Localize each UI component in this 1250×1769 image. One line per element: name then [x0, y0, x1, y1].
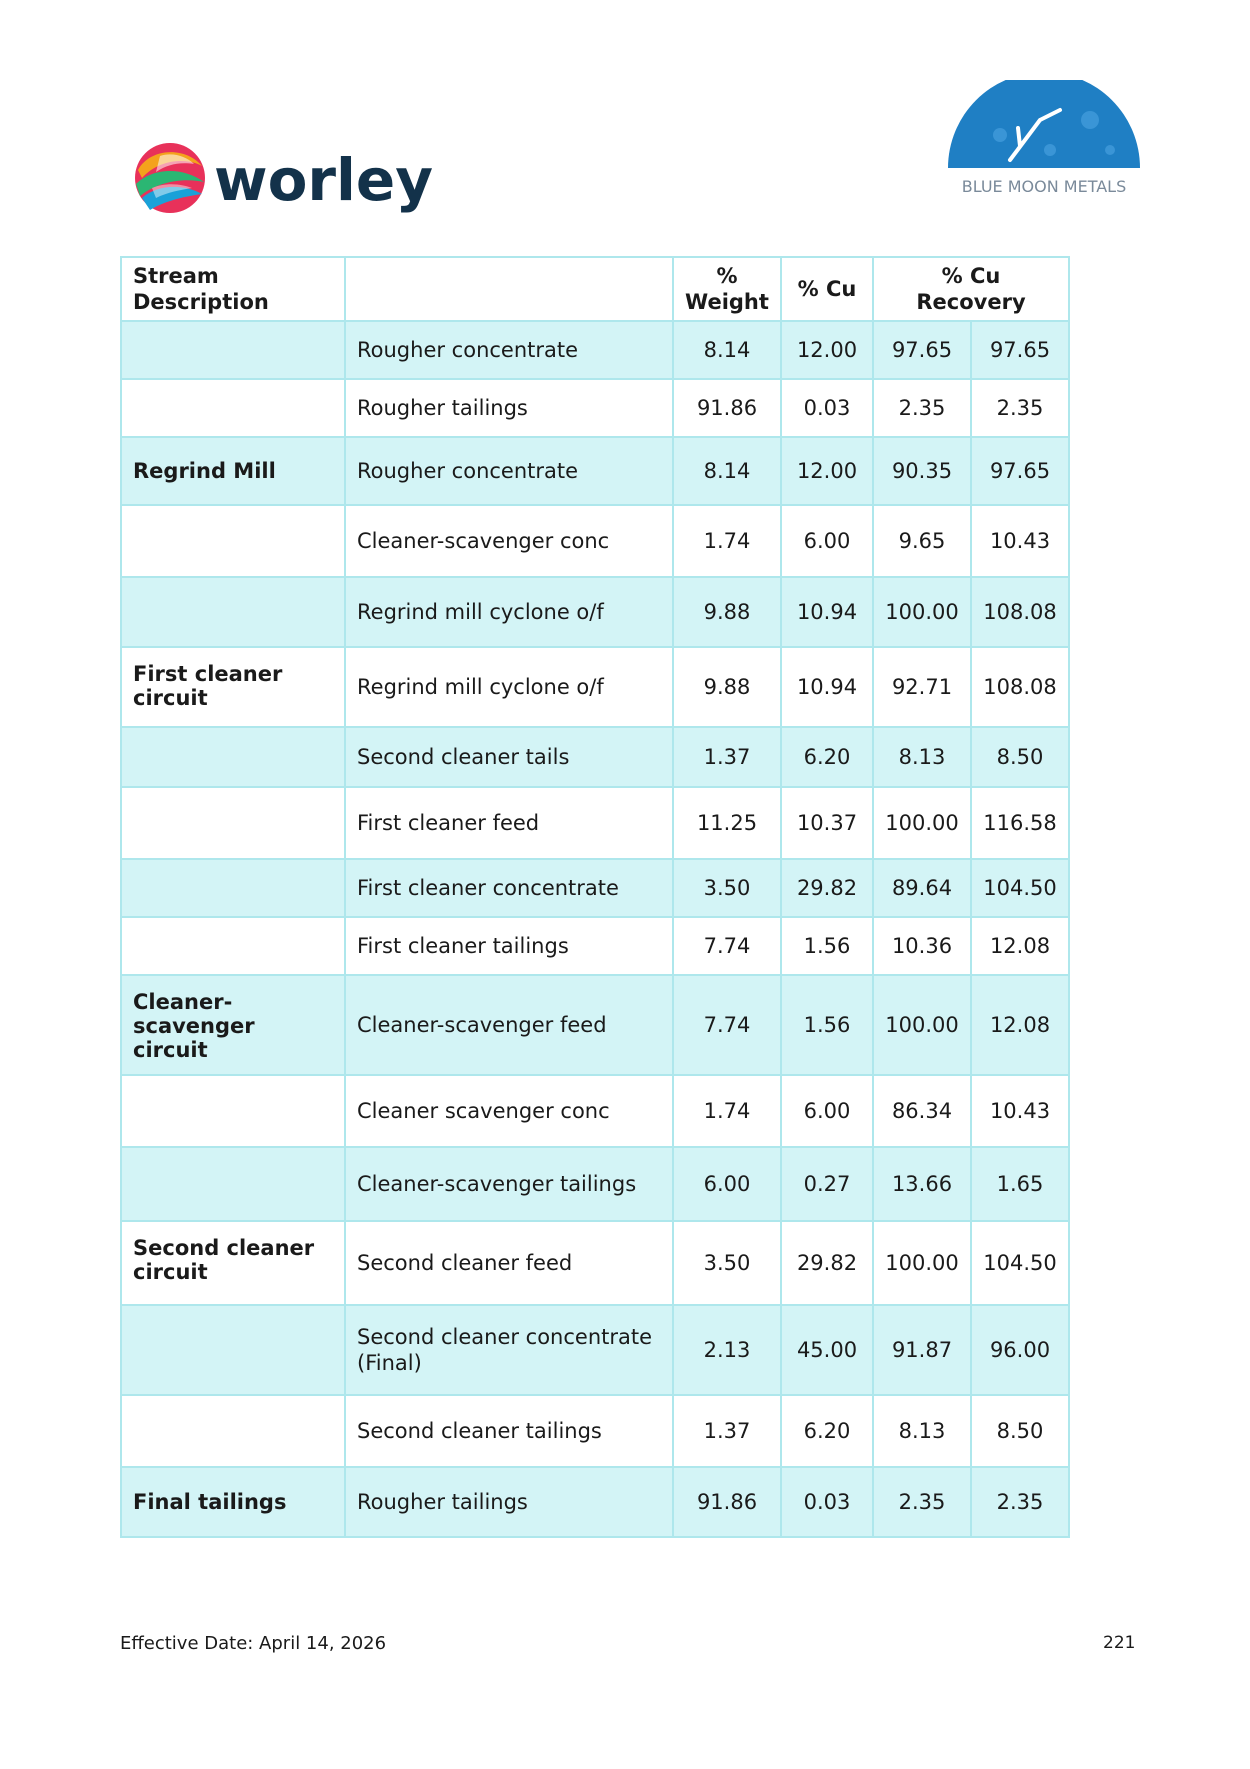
row-cu: 1.56 [781, 917, 873, 975]
row-cu-recovery-2: 10.43 [971, 505, 1069, 577]
row-stream: Cleaner-scavenger conc [345, 505, 673, 577]
row-weight: 1.74 [673, 1075, 781, 1147]
row-cu: 29.82 [781, 1221, 873, 1305]
row-cu-recovery-1: 89.64 [873, 859, 971, 917]
row-description: Final tailings [121, 1467, 345, 1537]
row-stream: Rougher concentrate [345, 437, 673, 505]
row-cu: 10.94 [781, 647, 873, 727]
header-cu-recovery: % Cu Recovery [873, 257, 1069, 321]
page-number: 221 [1103, 1633, 1136, 1653]
row-stream: Regrind mill cyclone o/f [345, 577, 673, 647]
row-cu-recovery-1: 9.65 [873, 505, 971, 577]
table-header-row [121, 257, 1069, 321]
row-cu: 10.37 [781, 787, 873, 859]
row-weight: 3.50 [673, 859, 781, 917]
row-stream: Rougher tailings [345, 1467, 673, 1537]
row-cu-recovery-2: 2.35 [971, 379, 1069, 437]
mass-balance-table [120, 256, 1070, 1538]
row-description: First cleaner circuit [121, 647, 345, 727]
row-cu: 29.82 [781, 859, 873, 917]
row-weight: 1.74 [673, 505, 781, 577]
table-row [121, 787, 1069, 859]
header-stream-description: Stream Description [121, 257, 345, 321]
row-description [121, 379, 345, 437]
row-cu: 12.00 [781, 321, 873, 379]
row-cu-recovery-2: 108.08 [971, 577, 1069, 647]
row-cu-recovery-1: 2.35 [873, 1467, 971, 1537]
row-stream: Cleaner-scavenger feed [345, 975, 673, 1075]
row-weight: 2.13 [673, 1305, 781, 1395]
table-row [121, 859, 1069, 917]
table-row [121, 1221, 1069, 1305]
table-row [121, 1075, 1069, 1147]
table-row [121, 1395, 1069, 1467]
bluemoon-wordmark: BLUE MOON METALS [961, 177, 1127, 196]
row-cu-recovery-1: 10.36 [873, 917, 971, 975]
row-weight: 8.14 [673, 321, 781, 379]
row-stream: Second cleaner concentrate (Final) [345, 1305, 673, 1395]
row-cu-recovery-2: 97.65 [971, 437, 1069, 505]
row-stream: Rougher tailings [345, 379, 673, 437]
row-cu-recovery-2: 12.08 [971, 917, 1069, 975]
row-description [121, 1395, 345, 1467]
row-cu-recovery-2: 97.65 [971, 321, 1069, 379]
row-stream: Rougher concentrate [345, 321, 673, 379]
row-weight: 1.37 [673, 1395, 781, 1467]
row-description [121, 727, 345, 787]
row-stream: First cleaner feed [345, 787, 673, 859]
row-weight: 9.88 [673, 647, 781, 727]
row-description: Cleaner-scavenger circuit [121, 975, 345, 1075]
row-cu-recovery-1: 2.35 [873, 379, 971, 437]
row-description [121, 787, 345, 859]
row-weight: 7.74 [673, 975, 781, 1075]
effective-date: Effective Date: April 14, 2026 [120, 1633, 387, 1654]
row-weight: 8.14 [673, 437, 781, 505]
row-weight: 11.25 [673, 787, 781, 859]
row-description [121, 1075, 345, 1147]
row-cu-recovery-1: 8.13 [873, 727, 971, 787]
bluemoon-logo [940, 80, 1150, 210]
row-stream: Second cleaner feed [345, 1221, 673, 1305]
row-cu: 45.00 [781, 1305, 873, 1395]
row-cu-recovery-2: 2.35 [971, 1467, 1069, 1537]
row-cu-recovery-1: 100.00 [873, 975, 971, 1075]
row-weight: 1.37 [673, 727, 781, 787]
row-cu-recovery-1: 100.00 [873, 1221, 971, 1305]
row-weight: 91.86 [673, 1467, 781, 1537]
table-row [121, 437, 1069, 505]
worley-swirl-icon [135, 143, 205, 213]
row-cu: 6.00 [781, 1075, 873, 1147]
table-row [121, 647, 1069, 727]
row-cu: 10.94 [781, 577, 873, 647]
header-cu: % Cu [781, 257, 873, 321]
table-row [121, 727, 1069, 787]
row-cu-recovery-2: 96.00 [971, 1305, 1069, 1395]
table-row [121, 577, 1069, 647]
row-description: Second cleaner circuit [121, 1221, 345, 1305]
row-description: Regrind Mill [121, 437, 345, 505]
row-weight: 91.86 [673, 379, 781, 437]
table-row [121, 505, 1069, 577]
row-cu-recovery-1: 97.65 [873, 321, 971, 379]
row-cu: 6.00 [781, 505, 873, 577]
row-cu-recovery-1: 91.87 [873, 1305, 971, 1395]
row-cu: 6.20 [781, 727, 873, 787]
table-row [121, 1467, 1069, 1537]
row-stream: Cleaner scavenger conc [345, 1075, 673, 1147]
row-description [121, 1147, 345, 1221]
row-cu-recovery-2: 8.50 [971, 727, 1069, 787]
row-cu: 1.56 [781, 975, 873, 1075]
row-cu: 0.03 [781, 379, 873, 437]
row-description [121, 859, 345, 917]
row-stream: First cleaner concentrate [345, 859, 673, 917]
row-stream: Cleaner-scavenger tailings [345, 1147, 673, 1221]
table-body [121, 321, 1069, 1537]
row-cu-recovery-2: 108.08 [971, 647, 1069, 727]
row-cu: 0.03 [781, 1467, 873, 1537]
row-cu-recovery-1: 90.35 [873, 437, 971, 505]
row-description [121, 917, 345, 975]
row-weight: 6.00 [673, 1147, 781, 1221]
table-row [121, 1305, 1069, 1395]
row-cu-recovery-1: 100.00 [873, 787, 971, 859]
row-cu-recovery-1: 13.66 [873, 1147, 971, 1221]
worley-logo [130, 138, 470, 224]
row-cu-recovery-2: 12.08 [971, 975, 1069, 1075]
row-weight: 9.88 [673, 577, 781, 647]
row-cu-recovery-2: 116.58 [971, 787, 1069, 859]
row-cu: 0.27 [781, 1147, 873, 1221]
table-row [121, 917, 1069, 975]
row-stream: Second cleaner tails [345, 727, 673, 787]
row-cu-recovery-2: 104.50 [971, 1221, 1069, 1305]
worley-wordmark: worley [214, 146, 434, 214]
row-description [121, 1305, 345, 1395]
row-cu: 6.20 [781, 1395, 873, 1467]
row-stream: Second cleaner tailings [345, 1395, 673, 1467]
row-cu-recovery-1: 92.71 [873, 647, 971, 727]
table-row [121, 975, 1069, 1075]
moon-icon [948, 80, 1140, 168]
row-weight: 7.74 [673, 917, 781, 975]
row-description [121, 577, 345, 647]
table-row [121, 321, 1069, 379]
row-cu-recovery-2: 104.50 [971, 859, 1069, 917]
row-cu-recovery-1: 100.00 [873, 577, 971, 647]
row-description [121, 505, 345, 577]
row-cu-recovery-1: 86.34 [873, 1075, 971, 1147]
row-cu-recovery-2: 10.43 [971, 1075, 1069, 1147]
row-cu-recovery-2: 8.50 [971, 1395, 1069, 1467]
row-stream: First cleaner tailings [345, 917, 673, 975]
table-row [121, 1147, 1069, 1221]
table-row [121, 379, 1069, 437]
row-cu-recovery-2: 1.65 [971, 1147, 1069, 1221]
row-cu: 12.00 [781, 437, 873, 505]
row-description [121, 321, 345, 379]
row-stream: Regrind mill cyclone o/f [345, 647, 673, 727]
header-weight: % Weight [673, 257, 781, 321]
row-weight: 3.50 [673, 1221, 781, 1305]
row-cu-recovery-1: 8.13 [873, 1395, 971, 1467]
header-stream [345, 257, 673, 321]
